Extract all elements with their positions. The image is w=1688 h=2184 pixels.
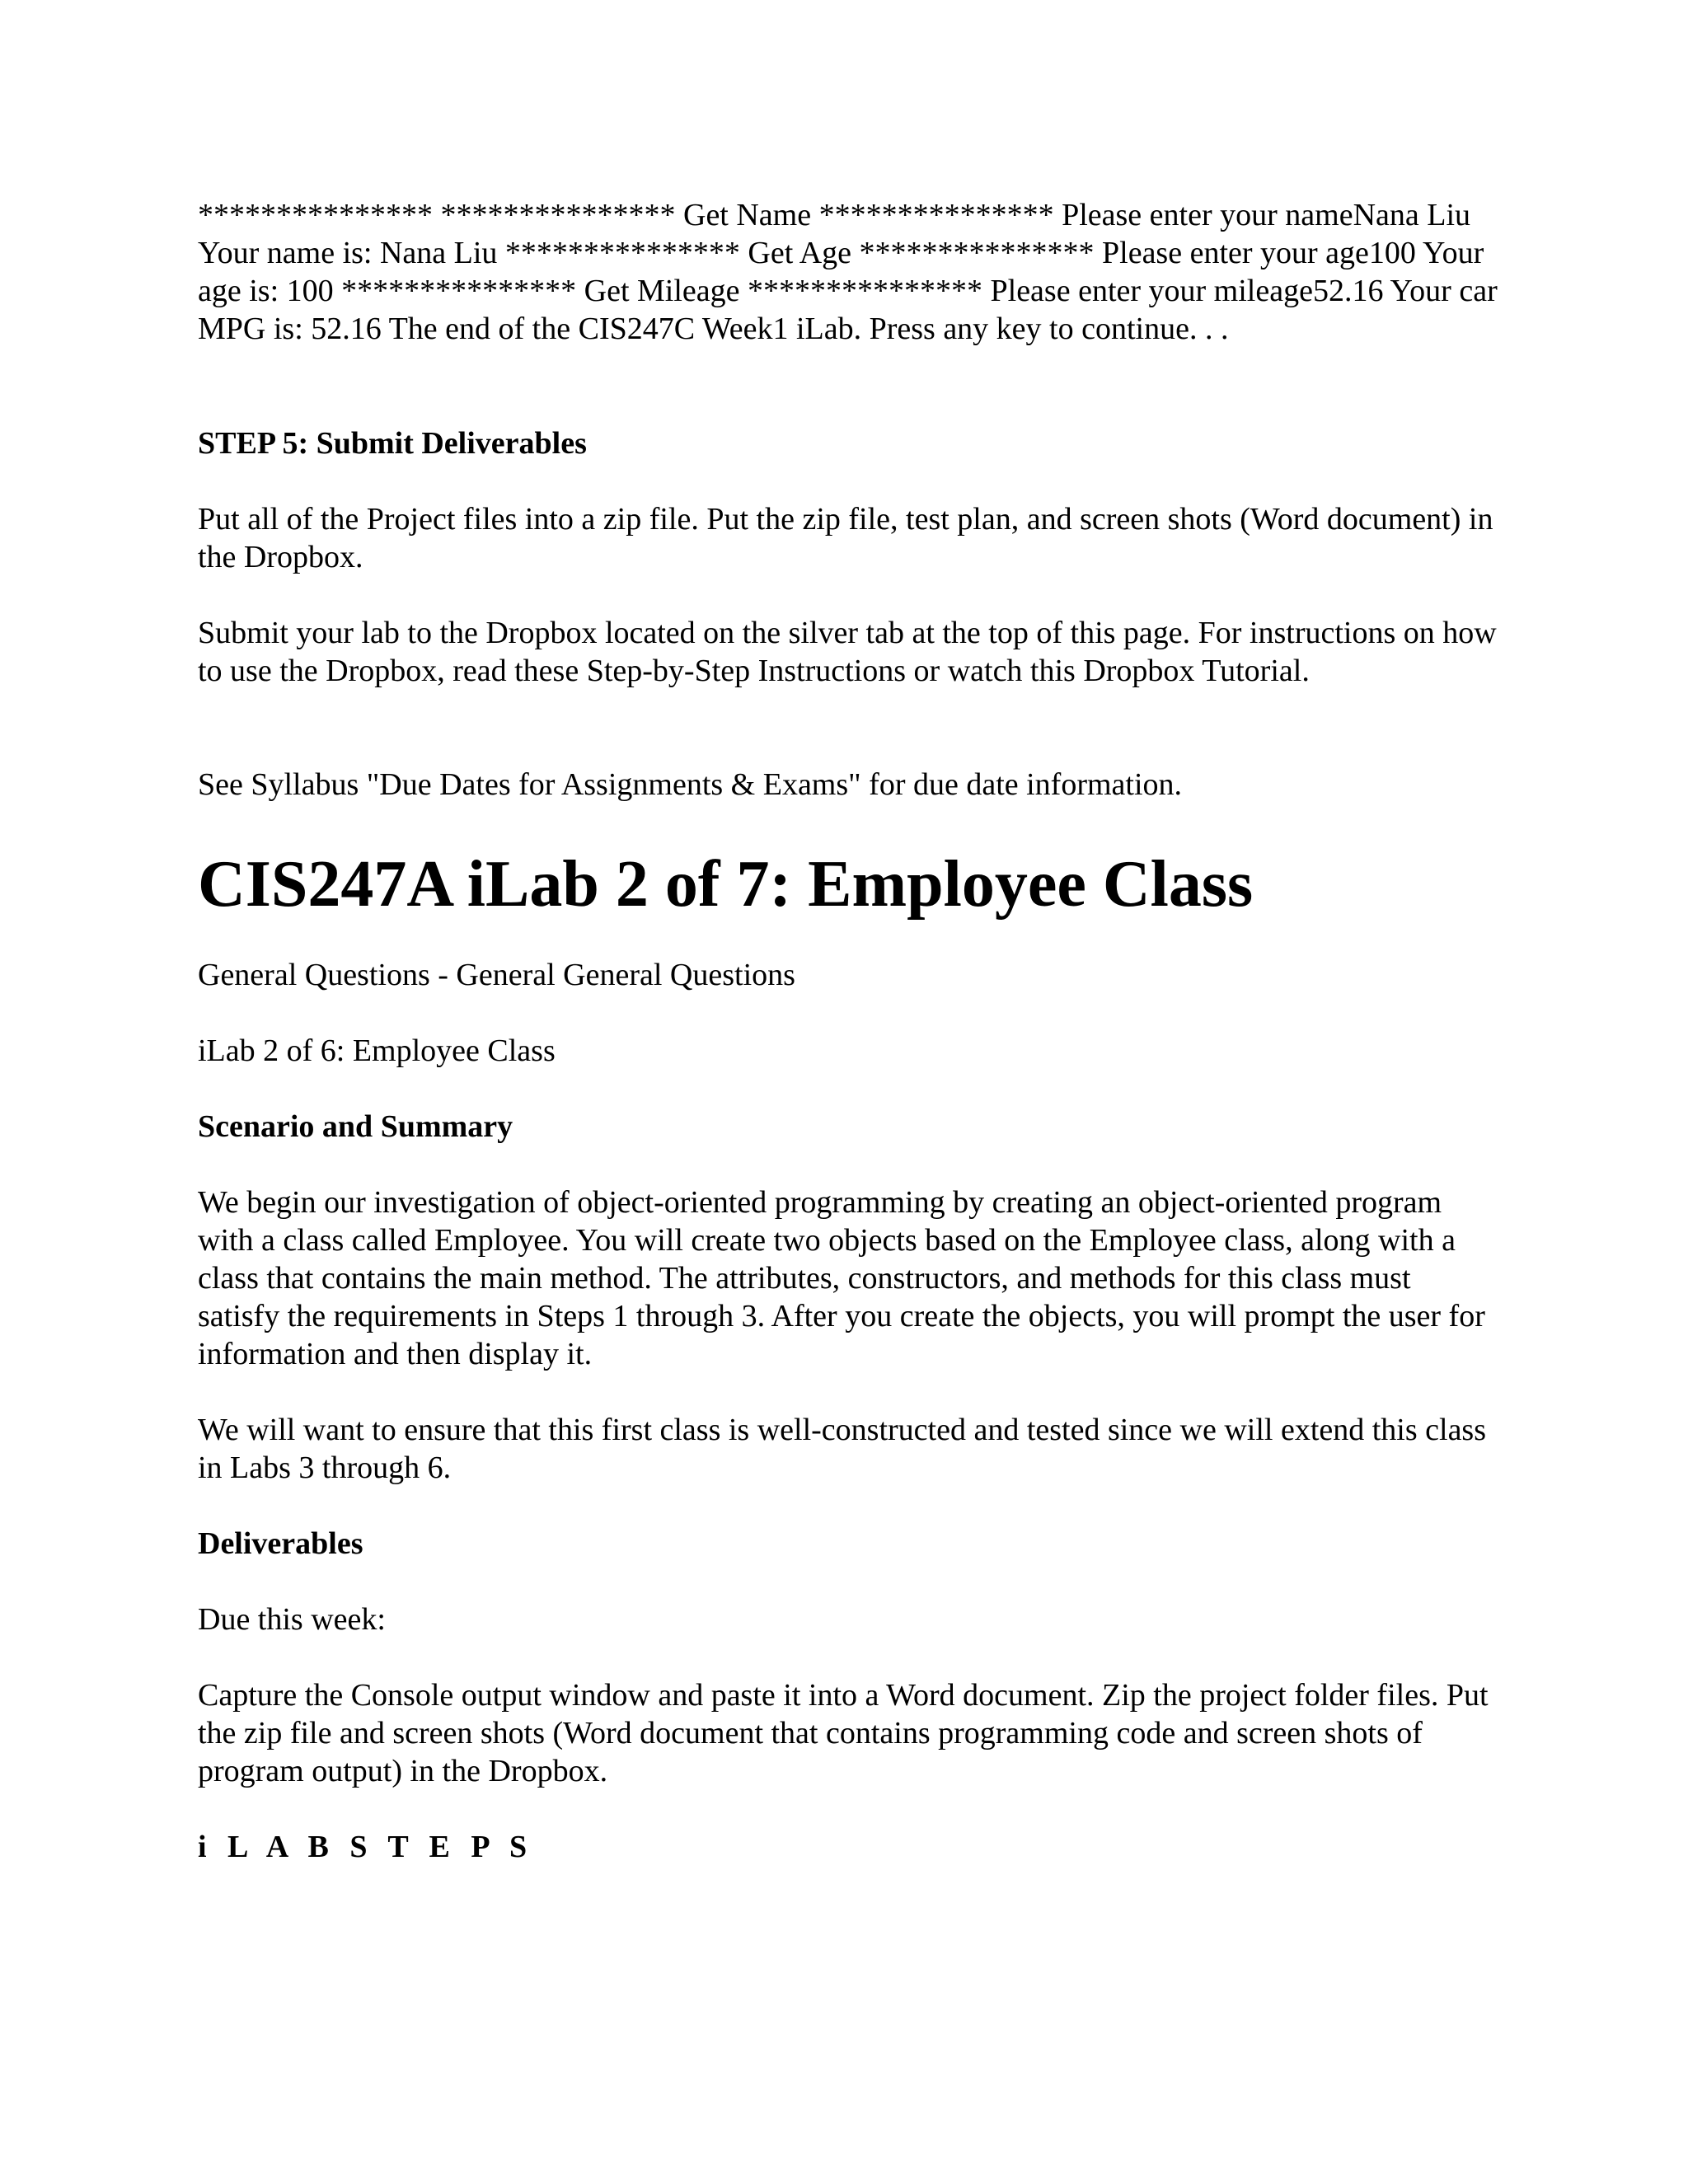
step5-paragraph-3: See Syllabus "Due Dates for Assignments & Exams" for due date information.	[198, 767, 1183, 802]
step5-heading: STEP 5: Submit Deliverables	[198, 426, 587, 461]
scenario-heading: Scenario and Summary	[198, 1109, 513, 1144]
scenario-paragraph-1: We begin our investigation of object-oriented programming by creating an object-oriented program with a class called Employee. You will create two objects based on the Employee class, along with a class that contains the main method. The attributes, constructors, and methods for this class must satisfy the requirements in Steps 1 through 3. After you create the objects, you will prompt the user for information and then display it.	[198, 1185, 1485, 1371]
scenario-paragraph-2: We will want to ensure that this first class is well-constructed and tested since we will extend this class in Labs 3 through 6.	[198, 1413, 1487, 1485]
due-this-week-label: Due this week:	[198, 1602, 386, 1637]
step5-paragraph-2: Submit your lab to the Dropbox located on the silver tab at the top of this page. For instructions on how to use the Dropbox, read these Step-by-Step Instructions or watch this Dropbox Tutorial.	[198, 616, 1497, 688]
general-questions-line: General Questions - General General Questions	[198, 958, 795, 992]
main-title: CIS247A iLab 2 of 7: Employee Class	[198, 848, 1254, 921]
console-output-text: *************** *************** Get Name *************** Please enter your nameNana Liu Your name is: Nana Liu *************** Get Age *************** Please enter your age100 Your age is: 100 *************** Get Mileage *************** Please enter your mileage52.16 Your car MPG is: 52.16 The end of the CIS247C Week1 iLab. Press any key to continue. . .	[198, 198, 1498, 346]
deliverables-heading: Deliverables	[198, 1526, 363, 1561]
lab-subtitle: iLab 2 of 6: Employee Class	[198, 1033, 556, 1068]
deliverables-paragraph: Capture the Console output window and paste it into a Word document. Zip the project folder files. Put the zip file and screen shots (Word document that contains programming code and screen shots of program output) in the Dropbox.	[198, 1678, 1489, 1788]
ilab-steps-heading: i L A B S T E P S	[198, 1830, 534, 1864]
step5-paragraph-1: Put all of the Project files into a zip file. Put the zip file, test plan, and screen shots (Word document) in the Dropbox.	[198, 502, 1493, 574]
